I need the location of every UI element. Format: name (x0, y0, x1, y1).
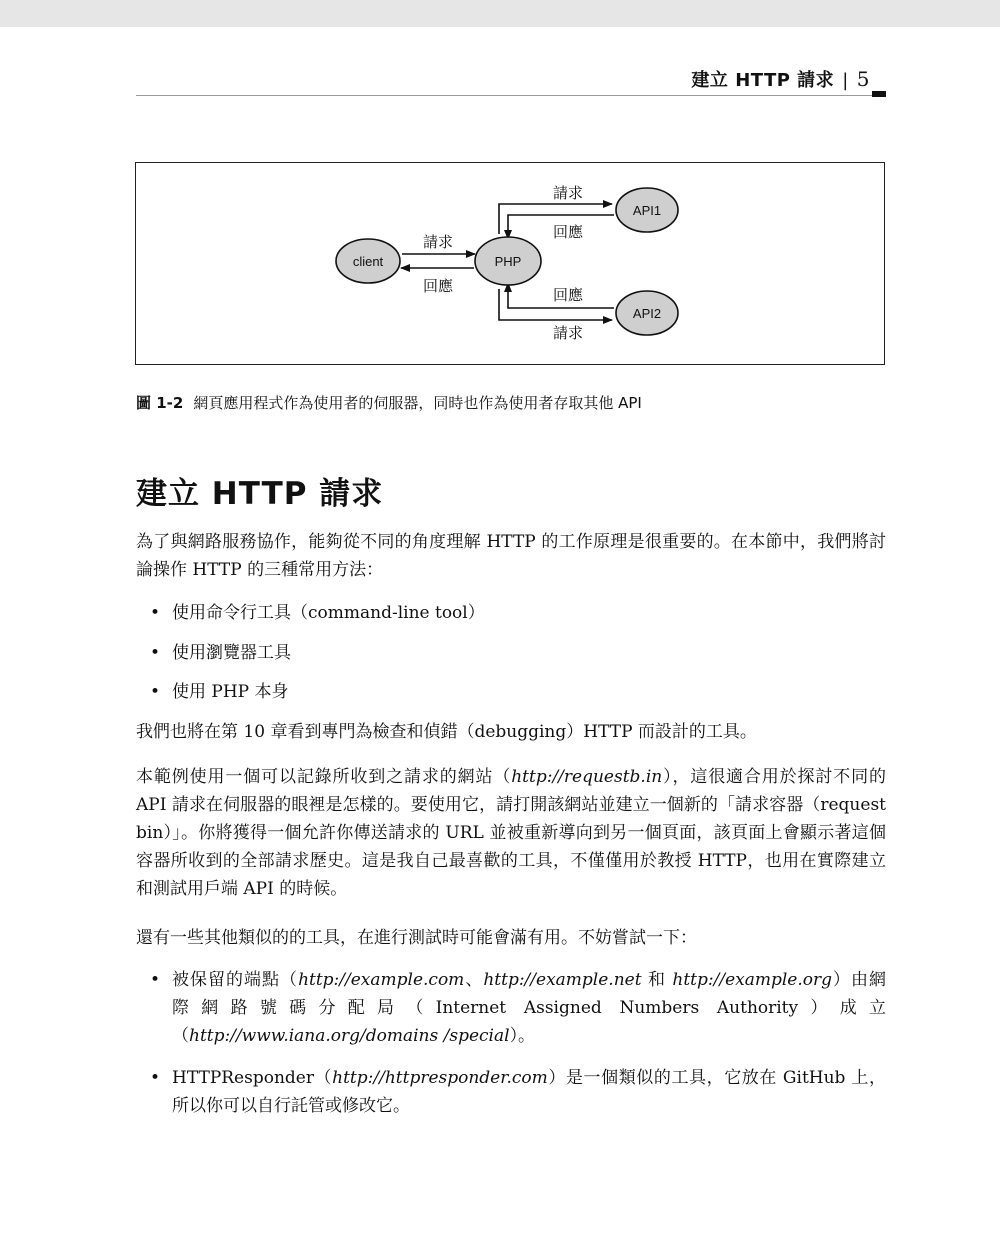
api1-node-label: API1 (632, 203, 662, 218)
text-run: HTTPResponder（ (172, 1068, 333, 1088)
figure-frame (135, 162, 885, 365)
top-margin-bar (0, 0, 1000, 27)
text-run: 和 (641, 970, 673, 990)
httpresponder-link[interactable]: http://httpresponder.com (332, 1068, 548, 1088)
example-com-link[interactable]: http://example.com (298, 970, 465, 990)
text-run: ）。 (509, 1026, 536, 1046)
bullet-icon: • (150, 682, 161, 702)
header-block-mark (872, 91, 886, 97)
list-item (150, 639, 886, 667)
architecture-diagram (136, 163, 886, 366)
api1-response-label: 回應 (552, 223, 584, 241)
list-item-text: 使用瀏覽器工具 (172, 643, 291, 663)
figure-caption (136, 392, 642, 413)
text-run: ）由網際網路號碼分配局（Internet Assigned Numbers Authority）成立（ (172, 970, 887, 1046)
header-rule (136, 95, 872, 96)
bullet-icon: • (150, 1068, 161, 1088)
api1-request-label: 請求 (552, 184, 584, 202)
list-item (150, 1064, 886, 1120)
client-request-label: 請求 (422, 233, 454, 251)
example-org-link[interactable]: http://example.org (672, 970, 832, 990)
list-item (150, 678, 886, 706)
figure-caption-text: 網頁應用程式作為使用者的伺服器，同時也作為使用者存取其他 API (193, 394, 642, 412)
section-title: 建立 HTTP 請求 (136, 476, 384, 512)
example-net-link[interactable]: http://example.net (483, 970, 642, 990)
list-item (150, 966, 886, 1050)
text-run: 、 (464, 970, 484, 990)
list-item-text: 使用命令行工具（command-line tool） (172, 603, 485, 623)
api2-response-label: 回應 (552, 286, 584, 304)
requestbin-link[interactable]: http://requestb.in (511, 767, 663, 787)
list-item-text: 使用 PHP 本身 (172, 682, 289, 702)
requestbin-text-start: 本範例使用一個可以記錄所收到之請求的網站（ (136, 767, 512, 787)
api2-node-label: API2 (632, 306, 662, 321)
bullet-icon: • (150, 603, 161, 623)
intro-paragraph: 為了與網路服務協作，能夠從不同的角度理解 HTTP 的工作原理是很重要的。在本節中，我們將討論操作 HTTP 的三種常用方法： (136, 532, 886, 580)
bullet-icon: • (150, 643, 161, 663)
chapter-note-paragraph: 我們也將在第 10 章看到專門為檢查和偵錯（debugging）HTTP 而設計的工具。 (136, 722, 757, 742)
api2-request-label: 請求 (552, 324, 584, 342)
list-item-text (172, 1064, 886, 1120)
iana-link[interactable]: http://www.iana.org/domains /special (189, 1026, 510, 1046)
list-item-text (172, 966, 886, 1050)
page-number: 5 (856, 67, 870, 91)
requestbin-paragraph (136, 763, 886, 903)
php-node-label: PHP (494, 254, 522, 269)
running-header (691, 66, 870, 92)
header-separator: | (842, 70, 849, 91)
running-header-title: 建立 HTTP 請求 (691, 70, 835, 91)
client-node-label: client (352, 254, 384, 269)
text-run: ）是一個類似的工具，它放在 GitHub 上，所以你可以自行託管或修改它。 (172, 1068, 887, 1116)
requestbin-text-end: ），這很適合用於探討不同的 API 請求在伺服器的眼裡是怎樣的。要使用它，請打開該網站並建立一個新的「請求容器（request bin）」。你將獲得一個允許你傳送請求的 URL 並被重新導向到另一個頁面，該頁面上會顯示著這個容器所收到的全部請求歷史。這是我自己最喜歡的工具，不僅僅用於教授 HTTP，也用在實際建立和測試用戶端 API 的時候。 (136, 767, 887, 899)
list-item (150, 599, 886, 627)
bullet-icon: • (150, 970, 161, 990)
client-response-label: 回應 (422, 277, 454, 295)
other-tools-intro: 還有一些其他類似的的工具，在進行測試時可能會滿有用。不妨嘗試一下： (136, 928, 697, 948)
text-run: 被保留的端點（ (172, 970, 299, 990)
figure-caption-label: 圖 1-2 (136, 394, 184, 412)
